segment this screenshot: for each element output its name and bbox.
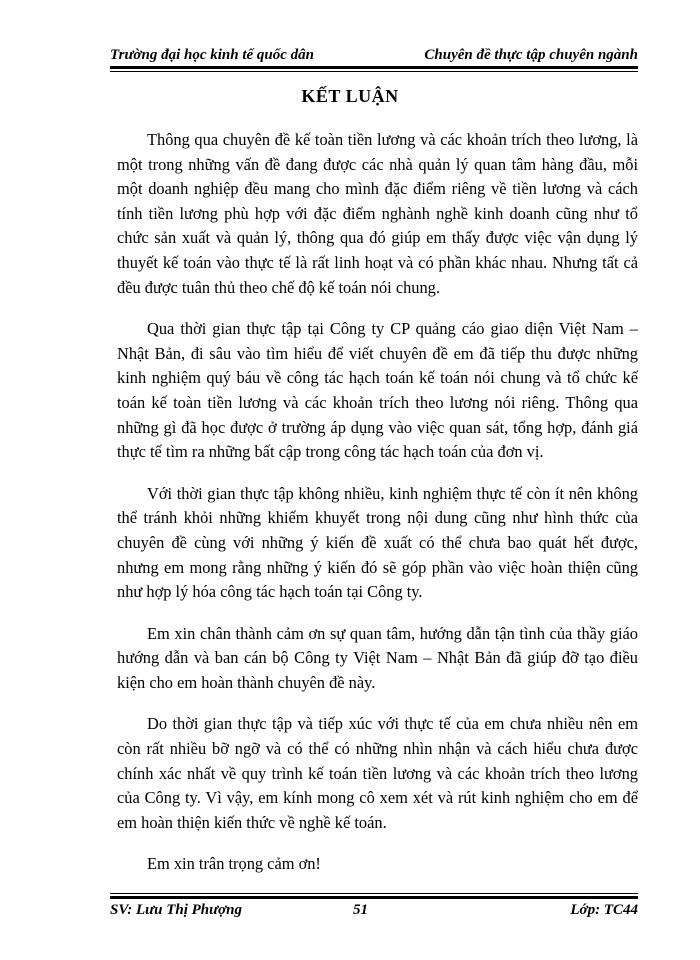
paragraph: Do thời gian thực tập và tiếp xúc với thực tế của em chưa nhiều nên em còn rất nhiều bỡ ngỡ và có thể có những nhìn nhận và cách hiểu chưa được chính xác nhất về quy trình kế toán tiền lương và các khoản trích theo lương của Công ty. Vì vậy, em kính mong cô xem xét và rút kinh nghiệm cho em để em hoàn thiện kiến thức về nghề kế toán. — [117, 714, 638, 832]
paragraph: Qua thời gian thực tập tại Công ty CP quảng cáo giao diện Việt Nam – Nhật Bản, đi sâu vào tìm hiểu để viết chuyên đề em đã tiếp thu được những kinh nghiệm quý báu về công tác hạch toán kế toán nói chung và tổ chức kế toán kế toàn tiền lương và các khoản trích theo lương nói riêng. Thông qua những gì đã học được ở trường áp dụng vào việc quan sát, tổng hợp, đánh giá thực tế tìm ra những bất cập trong công tác hạch toán của đơn vị. — [117, 319, 638, 462]
paragraph: Thông qua chuyên đề kế toàn tiền lương và các khoản trích theo lương, là một trong những vấn đề đang được các nhà quản lý quan tâm hàng đầu, mỗi một doanh nghiệp đều mang cho mình đặc điểm riêng về tiền lương và cách tính tiền lương phù hợp với đặc điểm nghành nghề kinh doanh cũng như tổ chức sản xuất và quản lý, thông qua đó giúp em thấy được việc vận dụng lý thuyết kế toán vào thực tế là rất linh hoạt và có phần khác nhau. Nhưng tất cả đều được tuân thủ theo chế độ kế toán nói chung. — [117, 130, 638, 297]
header-report-type: Chuyên đề thực tập chuyên ngành — [424, 47, 638, 63]
paragraph: Em xin chân thành cảm ơn sự quan tâm, hướng dẫn tận tình của thầy giáo hướng dẫn và ban cán bộ Công ty Việt Nam – Nhật Bản đã giúp đỡ tạo điều kiện cho em hoàn thành chuyên đề này. — [117, 623, 638, 692]
footer-student: SV: Lưu Thị Phượng — [110, 902, 243, 918]
header-rule — [110, 66, 638, 72]
page-title: KẾT LUẬN — [301, 86, 399, 106]
closing-line: Em xin trân trọng cảm ơn! — [147, 854, 321, 874]
paragraph: Với thời gian thực tập không nhiều, kinh nghiệm thực tế còn ít nên không thể tránh khỏi những khiếm khuyết trong nội dung cũng như hình thức của chuyên đề cùng với những ý kiến đề xuất có thể chưa bao quát hết được, nhưng em mong rằng những ý kiến đó sẽ góp phần vào việc hoàn thiện cũng như hợp lý hóa công tác hạch toán tại Công ty. — [117, 483, 638, 602]
footer-class: Lớp: TC44 — [570, 902, 638, 918]
body-text — [117, 128, 638, 894]
footer-rule — [110, 893, 638, 899]
page-header — [110, 42, 638, 64]
page-number: 51 — [353, 902, 368, 918]
header-university: Trường đại học kinh tế quốc dân — [110, 47, 315, 63]
page-footer — [110, 902, 638, 924]
